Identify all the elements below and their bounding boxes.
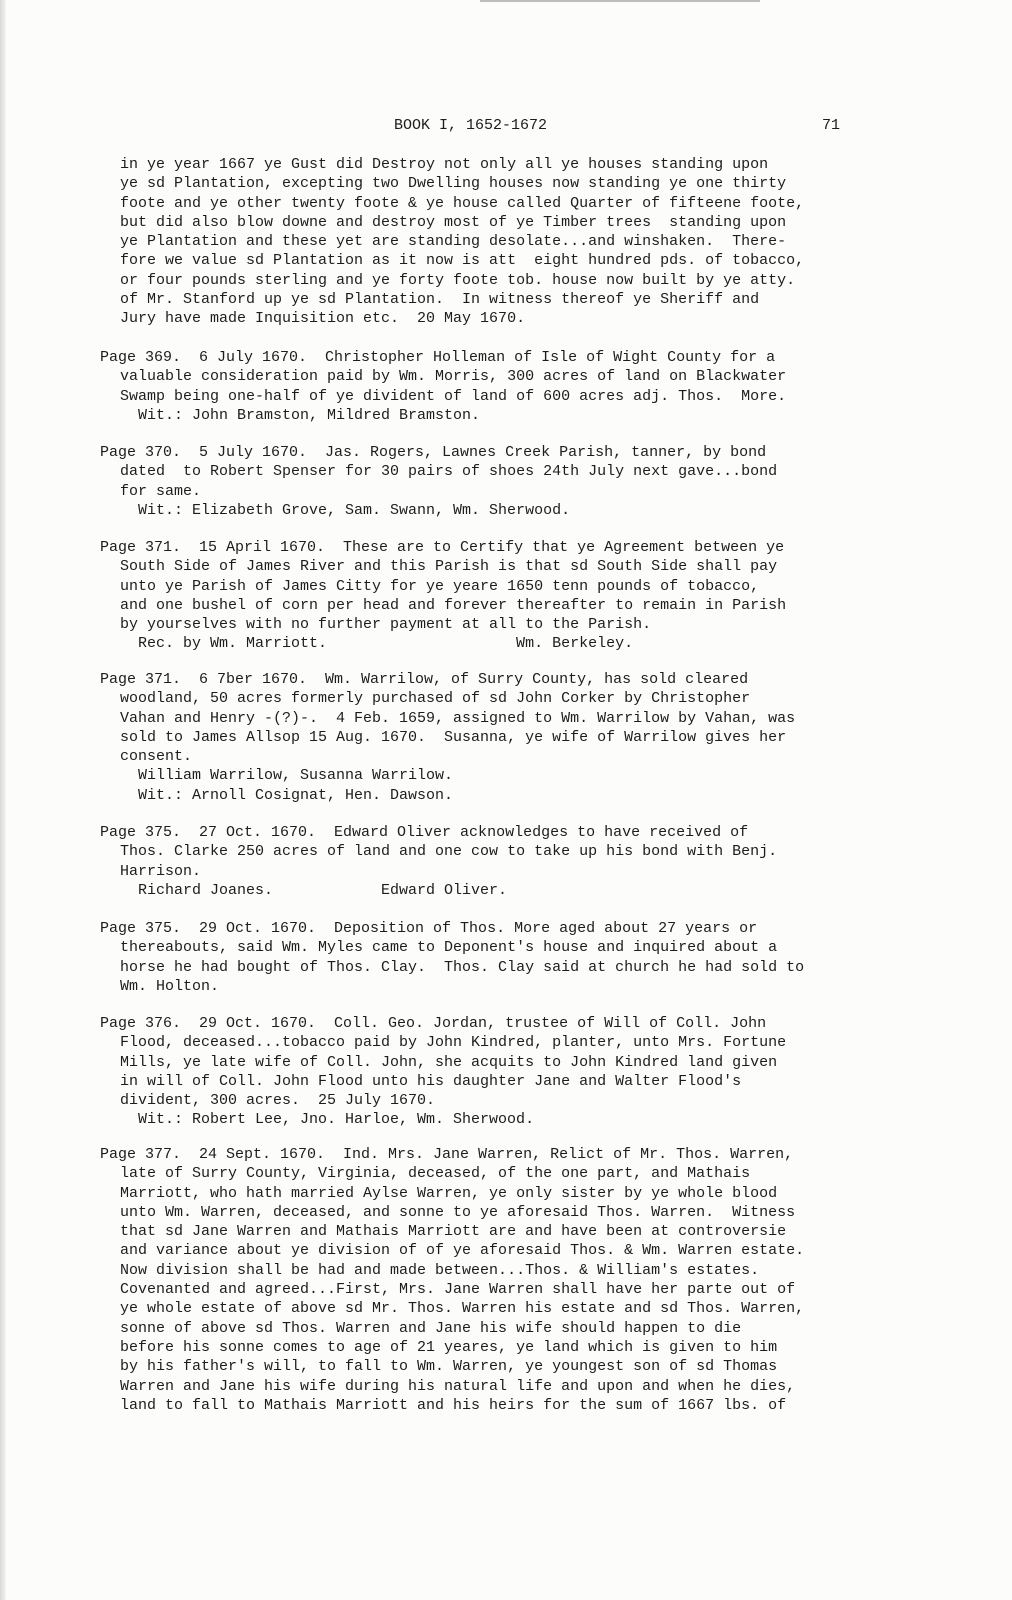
text-line: Thos. Clarke 250 acres of land and one cow to take up his bond with Benj. — [120, 843, 778, 861]
text-line: and one bushel of corn per head and forever thereafter to remain in Parish — [120, 596, 787, 614]
signature-line: Rec. by Wm. Marriott. Wm. Berkeley. — [138, 635, 634, 653]
entry-page-371-7ber — [100, 670, 870, 805]
text-line: before his sonne comes to age of 21 yeares, ye land which is given to him — [120, 1338, 778, 1356]
text-line: Jury have made Inquisition etc. 20 May 1670. — [120, 310, 526, 328]
text-line: unto Wm. Warren, deceased, and sonne to ye aforesaid Thos. Warren. Witness — [120, 1203, 796, 1221]
text-line: Wm. Holton. — [120, 977, 220, 995]
page-header-title: BOOK I, 1652-1672 — [394, 117, 548, 134]
scan-edge — [0, 0, 6, 1600]
text-line: foote and ye other twenty foote & ye house called Quarter of fifteene foote, — [120, 194, 805, 212]
text-line: late of Surry County, Virginia, deceased, of the one part, and Mathais — [120, 1165, 751, 1183]
text-line: divident, 300 acres. 25 July 1670. — [120, 1092, 436, 1110]
text-line: Now division shall be had and made between...Thos. & William's estates. — [120, 1261, 760, 1279]
text-line: dated to Robert Spenser for 30 pairs of shoes 24th July next gave...bond — [120, 463, 778, 481]
entry-heading-line: Page 375. 27 Oct. 1670. Edward Oliver acknowledges to have received of — [100, 824, 749, 841]
witness-line: Wit.: Elizabeth Grove, Sam. Swann, Wm. Sherwood. — [138, 501, 571, 519]
text-line: Swamp being one-half of ye divident of land of 600 acres adj. Thos. More. — [120, 387, 787, 405]
text-line: Mills, ye late wife of Coll. John, she acquits to John Kindred land given — [120, 1053, 778, 1071]
text-line: and variance about ye division of of ye aforesaid Thos. & Wm. Warren estate. — [120, 1242, 805, 1260]
text-line: in ye year 1667 ye Gust did Destroy not only all ye houses standing upon — [120, 156, 769, 173]
text-line: of Mr. Stanford up ye sd Plantation. In witness thereof ye Sheriff and — [120, 291, 760, 309]
text-line: for same. — [120, 482, 202, 500]
witness-line: Wit.: John Bramston, Mildred Bramston. — [138, 406, 481, 424]
text-line: woodland, 50 acres formerly purchased of sd John Corker by Christopher — [120, 690, 751, 708]
text-line: by his father's will, to fall to Wm. Warren, ye youngest son of sd Thomas — [120, 1358, 778, 1376]
entry-heading-line: Page 369. 6 July 1670. Christopher Holleman of Isle of Wight County for a — [100, 349, 776, 366]
entry-page-375-29oct — [100, 919, 870, 996]
text-line: Warren and Jane his wife during his natural life and upon and when he dies, — [120, 1377, 796, 1395]
entry-heading-line: Page 375. 29 Oct. 1670. Deposition of Thos. More aged about 27 years or — [100, 920, 758, 937]
text-line: fore we value sd Plantation as it now is att eight hundred pds. of tobacco, — [120, 252, 805, 270]
text-line: Flood, deceased...tobacco paid by John Kindred, planter, unto Mrs. Fortune — [120, 1034, 787, 1052]
entry-continuation — [100, 155, 870, 329]
entry-page-377 — [100, 1145, 870, 1415]
page-number: 71 — [822, 117, 841, 134]
text-line: thereabouts, said Wm. Myles came to Deponent's house and inquired about a — [120, 939, 778, 957]
entry-page-371-april — [100, 538, 870, 654]
text-line: ye Plantation and these yet are standing desolate...and winshaken. There- — [120, 233, 787, 251]
text-line: horse he had bought of Thos. Clay. Thos. Clay said at church he had sold to — [120, 958, 805, 976]
witness-line: Wit.: Arnoll Cosignat, Hen. Dawson. — [138, 786, 454, 804]
text-line: ye whole estate of above sd Mr. Thos. Warren his estate and sd Thos. Warren, — [120, 1300, 805, 1318]
entry-page-369 — [100, 348, 870, 425]
text-line: unto ye Parish of James Citty for ye yeare 1650 tenn pounds of tobacco, — [120, 577, 760, 595]
text-line: land to fall to Mathais Marriott and his heirs for the sum of 1667 lbs. of — [120, 1396, 787, 1414]
signature-line: William Warrilow, Susanna Warrilow. — [138, 767, 454, 785]
text-line: in will of Coll. John Flood unto his daughter Jane and Walter Flood's — [120, 1072, 742, 1090]
signature-line: Richard Joanes. Edward Oliver. — [138, 881, 508, 899]
text-line: by yourselves with no further payment at all to the Parish. — [120, 616, 652, 634]
text-line: Covenanted and agreed...First, Mrs. Jane Warren shall have her parte out of — [120, 1281, 796, 1299]
text-line: Harrison. — [120, 862, 202, 880]
text-line: or four pounds sterling and ye forty foote tob. house now built by ye atty. — [120, 271, 796, 289]
text-line: consent. — [120, 748, 193, 766]
witness-line: Wit.: Robert Lee, Jno. Harloe, Wm. Sherwood. — [138, 1111, 535, 1129]
entry-heading-line: Page 371. 6 7ber 1670. Wm. Warrilow, of Surry County, has sold cleared — [100, 671, 749, 688]
text-line: sold to James Allsop 15 Aug. 1670. Susanna, ye wife of Warrilow gives her — [120, 728, 787, 746]
entry-page-375-27oct — [100, 823, 870, 900]
text-line: ye sd Plantation, excepting two Dwelling houses now standing ye one thirty — [120, 175, 787, 193]
text-line: sonne of above sd Thos. Warren and Jane his wife should happen to die — [120, 1319, 742, 1337]
text-line: South Side of James River and this Parish is that sd South Side shall pay — [120, 558, 778, 576]
entry-page-370 — [100, 443, 870, 520]
entry-heading-line: Page 376. 29 Oct. 1670. Coll. Geo. Jordan, trustee of Will of Coll. John — [100, 1015, 767, 1032]
text-line: but did also blow downe and destroy most of ye Timber trees standing upon — [120, 213, 787, 231]
top-rule — [480, 0, 760, 2]
entry-heading-line: Page 370. 5 July 1670. Jas. Rogers, Lawnes Creek Parish, tanner, by bond — [100, 444, 767, 461]
text-line: that sd Jane Warren and Mathais Marriott are and have been at controversie — [120, 1223, 787, 1241]
entry-heading-line: Page 371. 15 April 1670. These are to Certify that ye Agreement between ye — [100, 539, 785, 556]
text-line: Marriott, who hath married Aylse Warren, ye only sister by ye whole blood — [120, 1184, 778, 1202]
text-line: valuable consideration paid by Wm. Morris, 300 acres of land on Blackwater — [120, 368, 787, 386]
text-line: Vahan and Henry -(?)-. 4 Feb. 1659, assigned to Wm. Warrilow by Vahan, was — [120, 709, 796, 727]
entry-page-376 — [100, 1014, 870, 1130]
entry-heading-line: Page 377. 24 Sept. 1670. Ind. Mrs. Jane Warren, Relict of Mr. Thos. Warren, — [100, 1146, 794, 1163]
